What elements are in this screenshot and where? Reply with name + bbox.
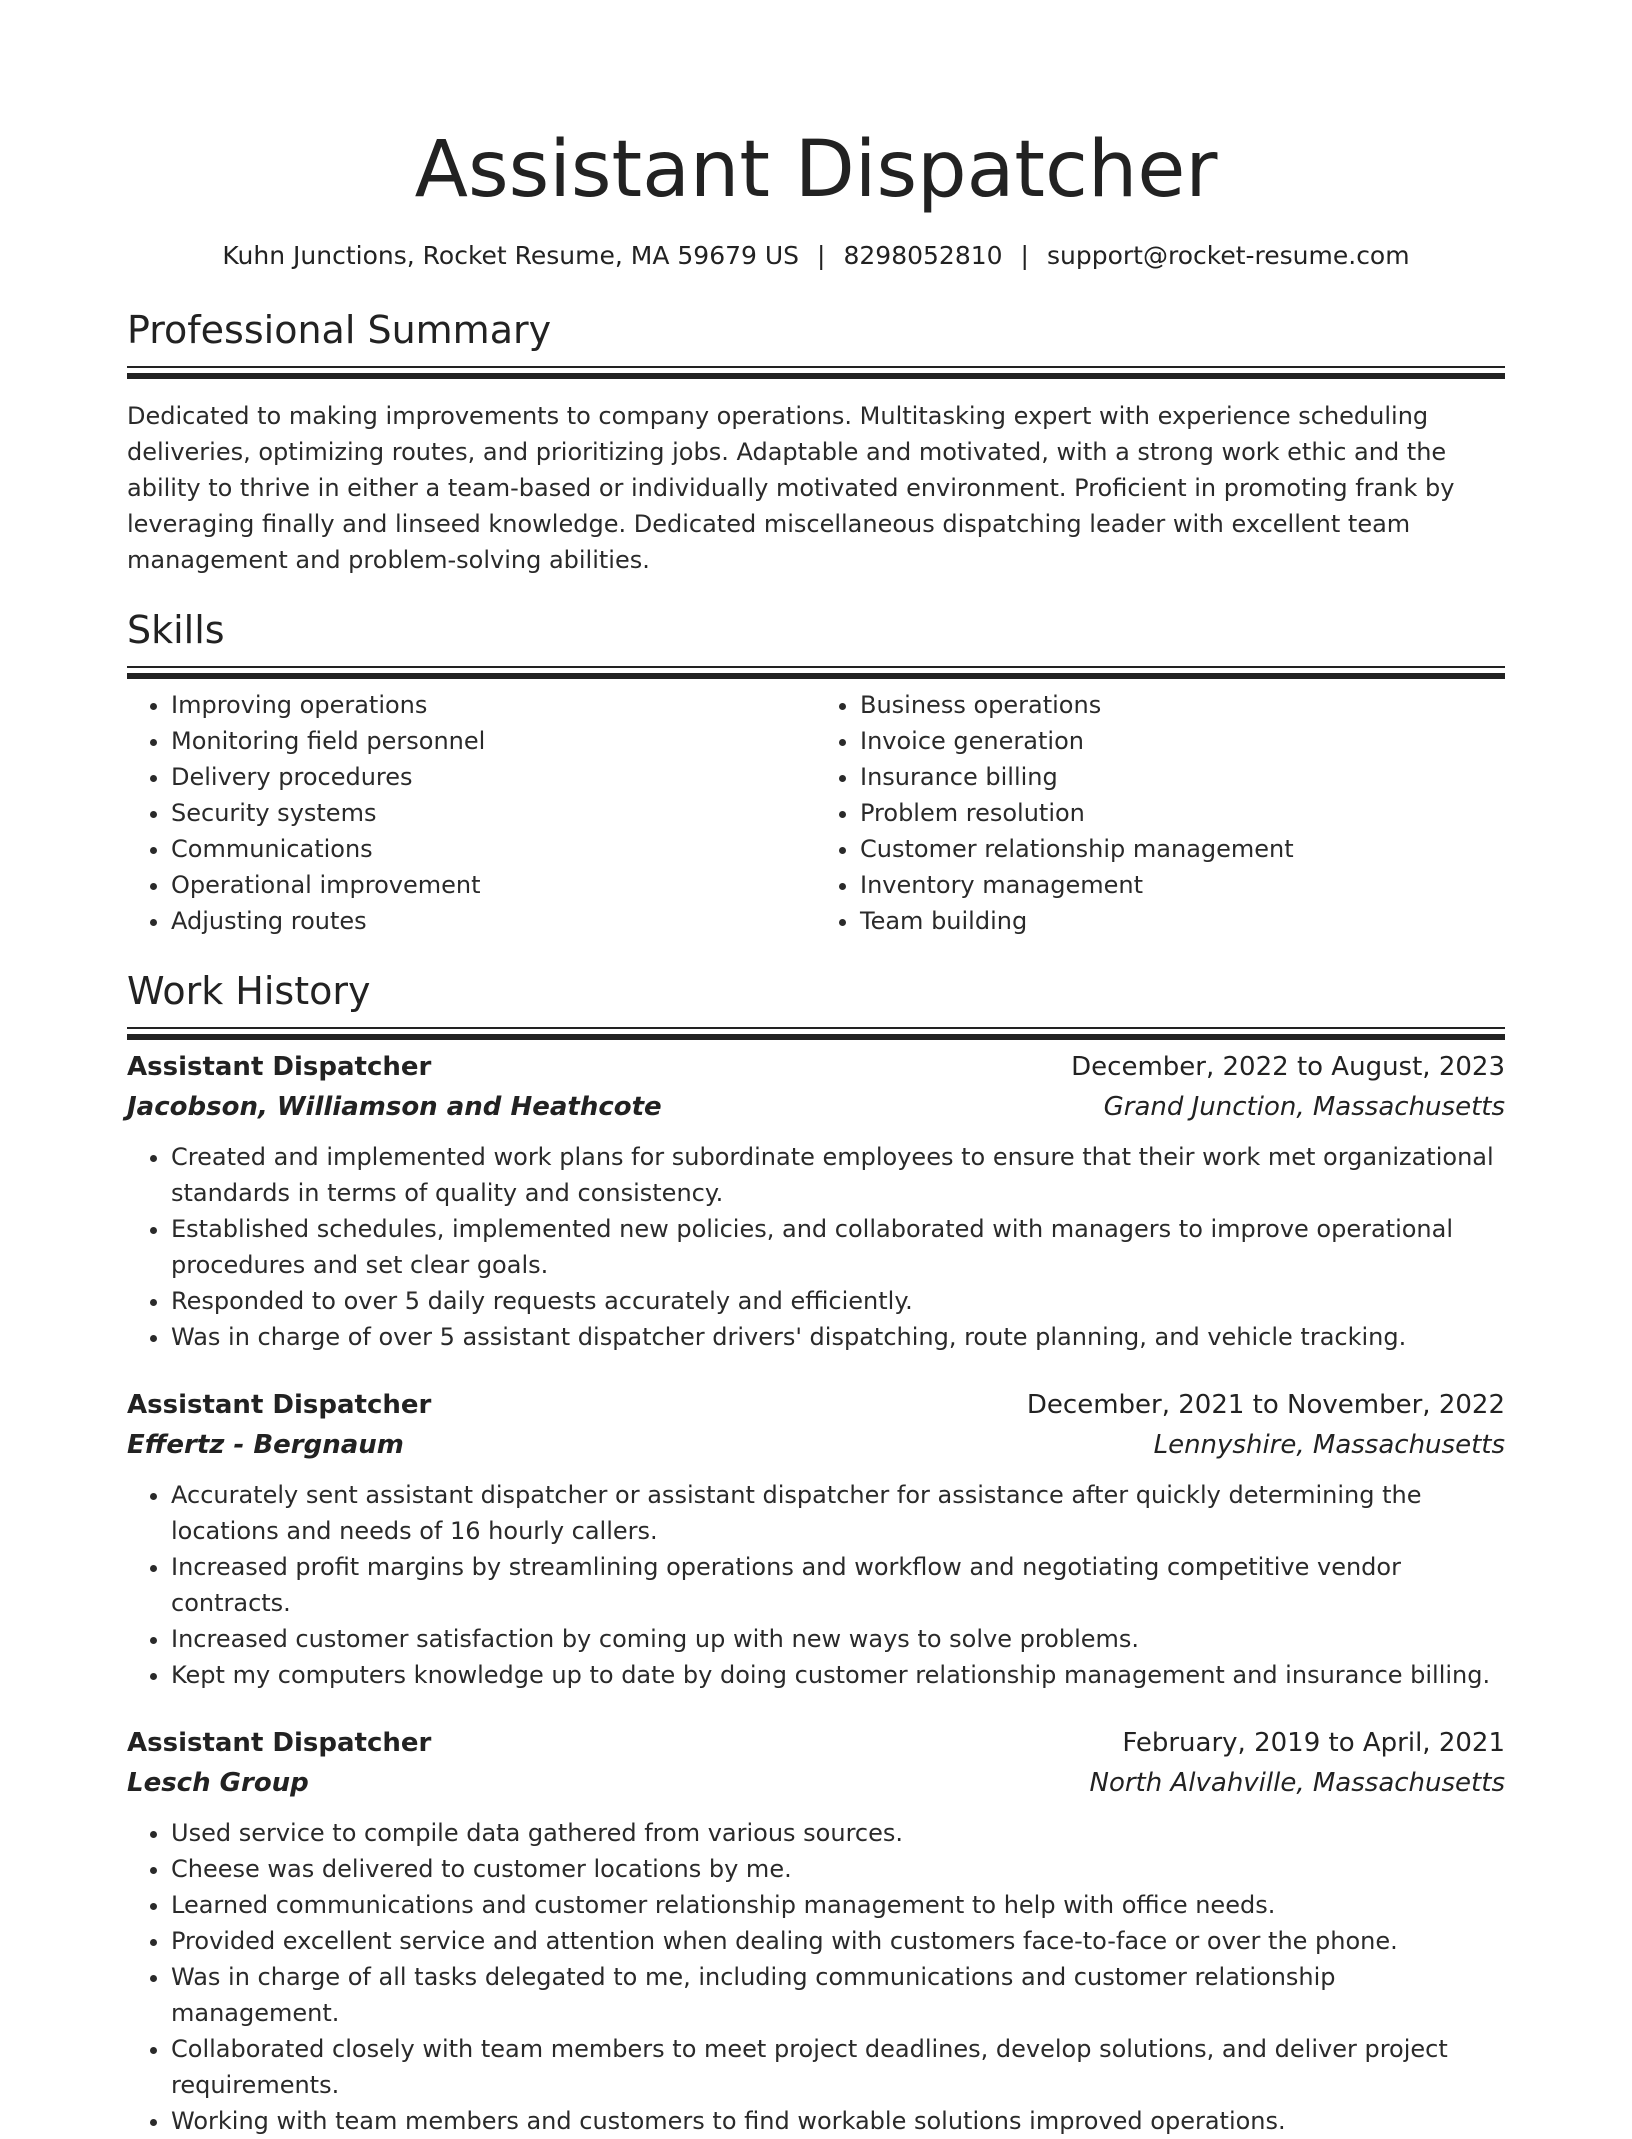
job-dates: December, 2022 to August, 2023 bbox=[1071, 1052, 1505, 1082]
job-bullet: • Was in charge of over 5 assistant dispatcher drivers' dispatching, route planning, and vehicle tracking. bbox=[171, 1319, 1505, 1355]
job-bullets bbox=[127, 1815, 1505, 2139]
job-bullet: • Learned communications and customer relationship management to help with office needs. bbox=[171, 1887, 1505, 1923]
skills-list-right bbox=[816, 687, 1505, 939]
skill-item: • Security systems bbox=[171, 795, 816, 831]
section-title-summary: Professional Summary bbox=[127, 308, 552, 352]
job-company: Jacobson, Williamson and Heathcote bbox=[127, 1092, 662, 1122]
job-bullet: • Accurately sent assistant dispatcher or assistant dispatcher for assistance after quickly determining the locations and needs of 16 hourly callers. bbox=[171, 1477, 1505, 1549]
job-dates: December, 2021 to November, 2022 bbox=[1026, 1390, 1505, 1420]
section-title-skills: Skills bbox=[127, 608, 225, 652]
job-header bbox=[127, 1047, 1505, 1087]
job-entry bbox=[127, 1385, 1505, 1693]
job-location: Lennyshire, Massachusetts bbox=[1153, 1430, 1505, 1460]
skill-item: • Customer relationship management bbox=[860, 831, 1505, 867]
job-bullet: • Working with team members and customers to find workable solutions improved operations. bbox=[171, 2103, 1505, 2139]
contact-email: support@rocket-resume.com bbox=[1046, 241, 1410, 270]
job-dates: February, 2019 to April, 2021 bbox=[1122, 1728, 1505, 1758]
contact-phone: 8298052810 bbox=[843, 241, 1003, 270]
job-bullets bbox=[127, 1477, 1505, 1693]
summary-text: Dedicated to making improvements to company operations. Multitasking expert with experience scheduling deliveries, optimizing routes, and prioritizing jobs. Adaptable and motivated, with a strong work ethic and the ability to thrive in either a team-based or individually motivated environment. Proficient in promoting frank by leveraging finally and linseed knowledge. Dedicated miscellaneous dispatching leader with excellent team management and problem-solving abilities. bbox=[127, 402, 1455, 574]
job-location: North Alvahville, Massachusetts bbox=[1089, 1768, 1505, 1798]
job-subheader bbox=[127, 1087, 1505, 1127]
skill-item: • Monitoring field personnel bbox=[171, 723, 816, 759]
skill-item: • Business operations bbox=[860, 687, 1505, 723]
job-entry bbox=[127, 1723, 1505, 2139]
contact-separator: | bbox=[1020, 241, 1029, 270]
job-company: Lesch Group bbox=[127, 1768, 309, 1798]
contact-line bbox=[127, 240, 1505, 272]
job-subheader bbox=[127, 1763, 1505, 1803]
section-divider bbox=[127, 1027, 1505, 1029]
job-title: Assistant Dispatcher bbox=[127, 1728, 432, 1758]
job-bullet: • Responded to over 5 daily requests accurately and efficiently. bbox=[171, 1283, 1505, 1319]
job-header bbox=[127, 1723, 1505, 1763]
job-bullet: • Was in charge of all tasks delegated to me, including communications and customer relationship management. bbox=[171, 1959, 1505, 2031]
job-bullet: • Used service to compile data gathered from various sources. bbox=[171, 1815, 1505, 1851]
job-title: Assistant Dispatcher bbox=[127, 1052, 432, 1082]
skills-columns bbox=[127, 687, 1505, 939]
work-history-section bbox=[127, 967, 1505, 2139]
skill-item: • Improving operations bbox=[171, 687, 816, 723]
job-entry bbox=[127, 1047, 1505, 1355]
skill-item: • Communications bbox=[171, 831, 816, 867]
job-bullet: • Collaborated closely with team members to meet project deadlines, develop solutions, and deliver project requirements. bbox=[171, 2031, 1505, 2103]
job-company: Effertz - Bergnaum bbox=[127, 1430, 404, 1460]
section-divider bbox=[127, 666, 1505, 668]
skill-item: • Problem resolution bbox=[860, 795, 1505, 831]
job-bullet: • Provided excellent service and attention when dealing with customers face-to-face or over the phone. bbox=[171, 1923, 1505, 1959]
job-bullet: • Cheese was delivered to customer locations by me. bbox=[171, 1851, 1505, 1887]
skills-list-left bbox=[127, 687, 816, 939]
candidate-name: Assistant Dispatcher bbox=[414, 125, 1218, 215]
contact-address: Kuhn Junctions, Rocket Resume, MA 59679 US bbox=[222, 241, 800, 270]
job-subheader bbox=[127, 1425, 1505, 1465]
skill-item: • Operational improvement bbox=[171, 867, 816, 903]
skill-item: • Invoice generation bbox=[860, 723, 1505, 759]
skill-item: • Delivery procedures bbox=[171, 759, 816, 795]
job-bullet: • Increased profit margins by streamlining operations and workflow and negotiating competitive vendor contracts. bbox=[171, 1549, 1505, 1621]
job-bullet: • Kept my computers knowledge up to date by doing customer relationship management and insurance billing. bbox=[171, 1657, 1505, 1693]
job-bullet: • Created and implemented work plans for subordinate employees to ensure that their work met organizational standards in terms of quality and consistency. bbox=[171, 1139, 1505, 1211]
job-header bbox=[127, 1385, 1505, 1425]
summary-section bbox=[127, 306, 1505, 578]
section-divider bbox=[127, 366, 1505, 368]
job-bullet: • Established schedules, implemented new policies, and collaborated with managers to improve operational procedures and set clear goals. bbox=[171, 1211, 1505, 1283]
job-location: Grand Junction, Massachusetts bbox=[1103, 1092, 1505, 1122]
skill-item: • Inventory management bbox=[860, 867, 1505, 903]
job-title: Assistant Dispatcher bbox=[127, 1390, 432, 1420]
job-bullets bbox=[127, 1139, 1505, 1355]
skill-item: • Team building bbox=[860, 903, 1505, 939]
skill-item: • Adjusting routes bbox=[171, 903, 816, 939]
skill-item: • Insurance billing bbox=[860, 759, 1505, 795]
section-title-work-history: Work History bbox=[127, 969, 371, 1013]
contact-separator: | bbox=[817, 241, 826, 270]
job-bullet: • Increased customer satisfaction by coming up with new ways to solve problems. bbox=[171, 1621, 1505, 1657]
skills-section bbox=[127, 606, 1505, 939]
